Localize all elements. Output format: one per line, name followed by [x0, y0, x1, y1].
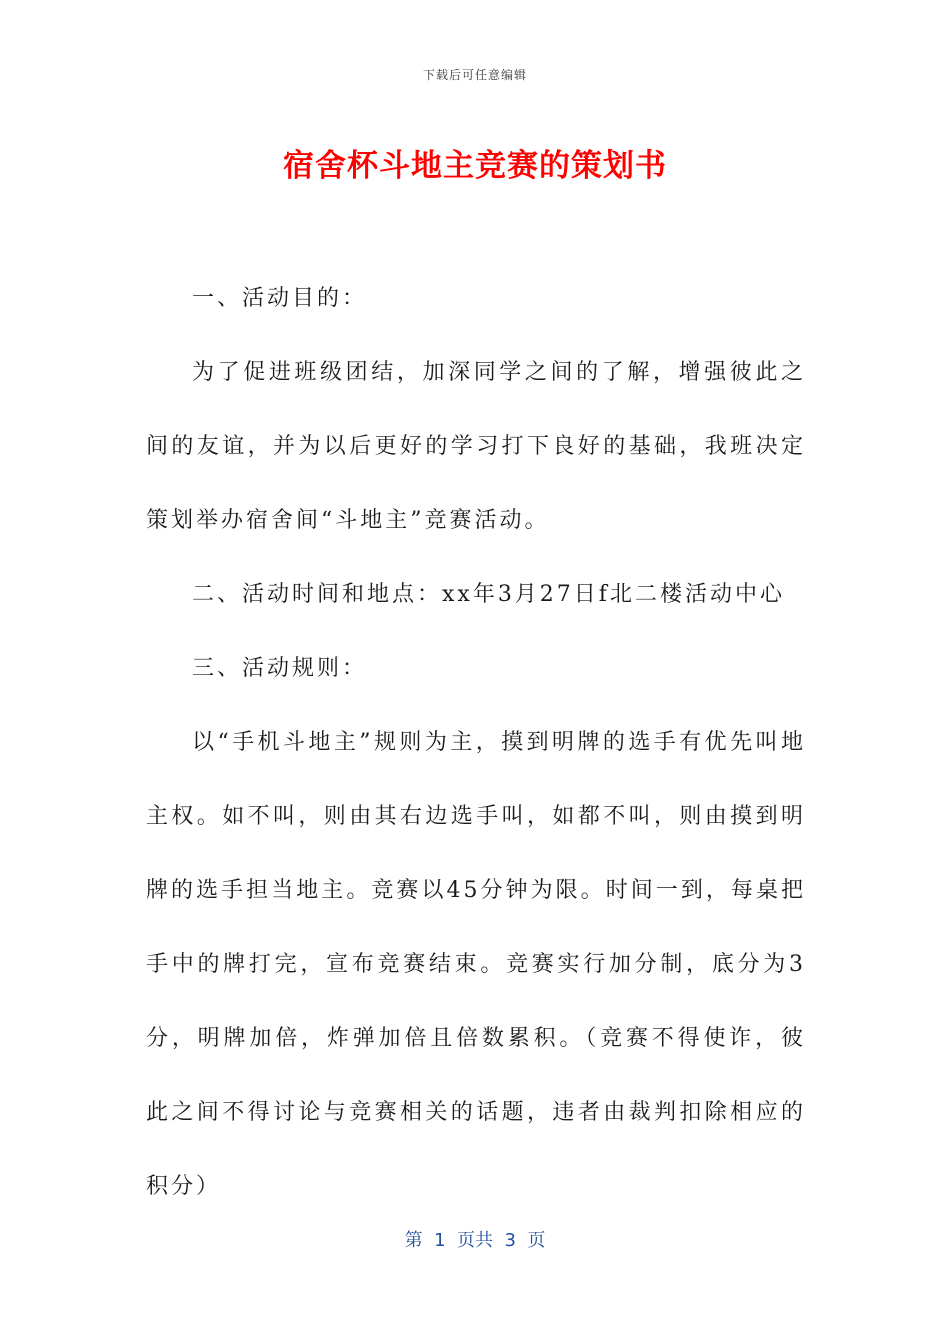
section-heading-time-place: 二、活动时间和地点：xx年3月27日f北二楼活动中心 [192, 582, 785, 607]
page-number-footer: 第 1 页共 3 页 [404, 1230, 546, 1251]
header-note: 下载后可任意编辑 [422, 68, 527, 82]
paragraph-rules: 以“手机斗地主”规则为主，摸到明牌的选手有优先叫地主权。如不叫，则由其右边选手叫，如都不叫，则由摸到明牌的选手担当地主。竞赛以45分钟为限。时间一到，每桌把手中的牌打完，宣布竞赛结束。竞赛实行加分制，底分为3分，明牌加倍，炸弹加倍且倍数累积。（竞赛不得使诈，彼此之间不得讨论与竞赛相关的话题，违者由裁判扣除相应的积分） [146, 730, 806, 1199]
section-heading-purpose: 一、活动目的： [192, 286, 368, 311]
document-title: 宿舍杯斗地主竞赛的策划书 [283, 148, 667, 184]
document-body [146, 262, 806, 1224]
paragraph-purpose: 为了促进班级团结，加深同学之间的了解，增强彼此之间的友谊，并为以后更好的学习打下良好的基础，我班决定策划举办宿舍间“斗地主”竞赛活动。 [146, 360, 806, 533]
section-heading-rules: 三、活动规则： [192, 656, 368, 681]
